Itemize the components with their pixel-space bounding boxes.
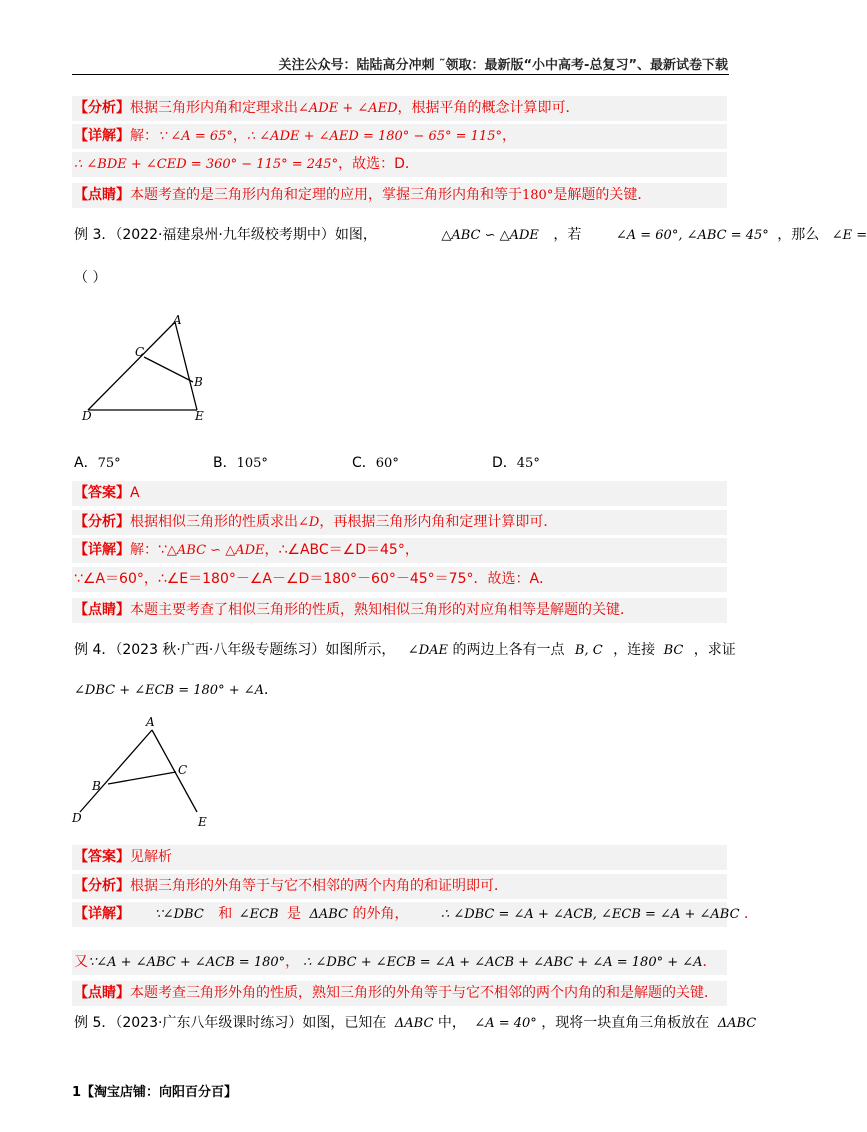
detail-line-2 bbox=[74, 154, 419, 175]
example3-text2: ，若 bbox=[553, 227, 582, 243]
ex4-detail-line-2: 又∵∠A + ∠ABC + ∠ACB = 180°， ∴ ∠DBC + ∠ECB = ∠A + ∠ACB + ∠ABC + ∠A = 180° + ∠A． bbox=[74, 954, 717, 970]
header-divider bbox=[72, 74, 729, 75]
fig4-line-ae bbox=[152, 730, 197, 812]
example3-text3: ，那么 bbox=[777, 227, 820, 243]
comment-line-1 bbox=[74, 185, 651, 206]
page-footer: 1【淘宝店铺：向阳百分百】 bbox=[72, 1085, 238, 1100]
fig3-label-e: E bbox=[195, 409, 204, 423]
option-a: A．75° bbox=[74, 455, 121, 471]
example4-title-line: 例 4．（2023 秋·广西·八年级专题练习）如图所示， ∠DAE 的两边上各有一点 B, C ，连接 BC ，求证 bbox=[74, 642, 736, 658]
ex3-detail-line-2: ∵∠A＝60°，∴∠E＝180°－∠A－∠D＝180°－60°－45°＝75°．故选：A． bbox=[74, 571, 554, 587]
example4-prove: ∠DBC + ∠ECB = 180° + ∠A． bbox=[74, 682, 279, 698]
comment-label: 【点睛】 bbox=[74, 187, 130, 203]
ex3-answer-bar bbox=[72, 481, 727, 506]
example3-title: 例 3．（2022·福建泉州·九年级校考期中）如图， bbox=[74, 227, 377, 243]
comment-text-a: 本题考查的是三角形内角和定理的应用，掌握三角形内角和等于 bbox=[130, 187, 522, 203]
ex3-detail-line: 【详解】解：∵△ABC ∽ △ADE，∴∠ABC＝∠D＝45°， bbox=[74, 542, 419, 558]
page-header: 关注公众号：陆陆高分冲刺 ˜领取：最新版“小中高考-总复习”、最新试卷下载 bbox=[278, 58, 728, 73]
example4-figure bbox=[70, 712, 220, 832]
analysis-text-b: ，根据平角的概念计算即可． bbox=[397, 100, 580, 116]
example5-title-line: 例 5．（2023·广东八年级课时练习）如图，已知在 ΔABC 中， ∠A = 40° ，现将一块直角三角板放在 ΔABC bbox=[74, 1015, 757, 1031]
ex3-analysis-line: 【分析】根据相似三角形的性质求出∠D，再根据三角形内角和定理计算即可． bbox=[74, 514, 558, 530]
ex4-answer-line: 【答案】见解析 bbox=[74, 849, 172, 865]
fig3-label-d: D bbox=[82, 409, 92, 423]
fig4-label-a: A bbox=[146, 715, 155, 729]
ex4-analysis-line: 【分析】根据三角形的外角等于与它不相邻的两个内角的和证明即可． bbox=[74, 878, 508, 894]
ex4-detail-line: 【详解】 ∵∠DBC 和 ∠ECB 是 ΔABC 的外角， ∴ ∠DBC = ∠A + ∠ACB, ∠ECB = ∠A + ∠ABC ． bbox=[74, 906, 758, 922]
example3-math2: ∠A = 60°, ∠ABC = 45° bbox=[615, 228, 769, 243]
detail-sep: ， bbox=[232, 128, 247, 144]
comment-text-b: 是解题的关键． bbox=[553, 187, 652, 203]
fig3-line-cb bbox=[144, 357, 193, 382]
example3-title-line bbox=[74, 225, 867, 246]
example3-blank: （ ） bbox=[74, 270, 107, 286]
example3-figure bbox=[80, 312, 230, 427]
option-b: B．105° bbox=[213, 455, 268, 471]
fig3-label-c: C bbox=[135, 345, 145, 359]
fig4-label-e: E bbox=[198, 815, 207, 829]
fig4-label-b: B bbox=[92, 779, 101, 793]
option-c: C．60° bbox=[352, 455, 399, 471]
ex3-answer: A bbox=[130, 485, 140, 501]
analysis-math: ∠ADE + ∠AED bbox=[298, 101, 398, 116]
ex3-comment-line: 【点睛】本题主要考查了相似三角形的性质，熟知相似三角形的对应角相等是解题的关键． bbox=[74, 602, 634, 618]
analysis-line-1 bbox=[74, 98, 580, 119]
fig4-label-d: D bbox=[72, 811, 82, 825]
fig3-line-ae bbox=[175, 322, 197, 410]
fig3-label-a: A bbox=[173, 313, 182, 327]
detail-math-1: ∵ ∠A = 65° bbox=[158, 129, 233, 144]
example3-math3: ∠E = bbox=[831, 228, 867, 243]
comment-math: 180° bbox=[522, 188, 554, 203]
detail-text: 解： bbox=[130, 128, 158, 144]
fig3-label-b: B bbox=[194, 375, 203, 389]
ex3-answer-line: 【答案】A bbox=[74, 485, 140, 501]
detail-math-2: ∴ ∠ADE + ∠AED = 180° − 65° = 115° bbox=[246, 129, 502, 144]
line3-math: ∴ ∠BDE + ∠CED = 360° − 115° = 245° bbox=[74, 157, 339, 172]
analysis-label: 【分析】 bbox=[74, 100, 130, 116]
detail-comma: ， bbox=[501, 128, 516, 144]
fig4-line-ad bbox=[80, 730, 152, 812]
ex4-comment-line: 【点睛】本题考查三角形外角的性质，熟知三角形的外角等于与它不相邻的两个内角的和是解题的关键． bbox=[74, 985, 718, 1001]
option-d: D．45° bbox=[492, 455, 540, 471]
line3-text: ，故选：D． bbox=[338, 156, 419, 172]
detail-line-1 bbox=[74, 126, 516, 147]
fig4-line-bc bbox=[108, 772, 176, 784]
example3-math1: △ABC ∽ △ADE bbox=[441, 228, 539, 243]
detail-label: 【详解】 bbox=[74, 128, 130, 144]
analysis-text-a: 根据三角形内角和定理求出 bbox=[130, 100, 298, 116]
fig4-label-c: C bbox=[178, 763, 188, 777]
